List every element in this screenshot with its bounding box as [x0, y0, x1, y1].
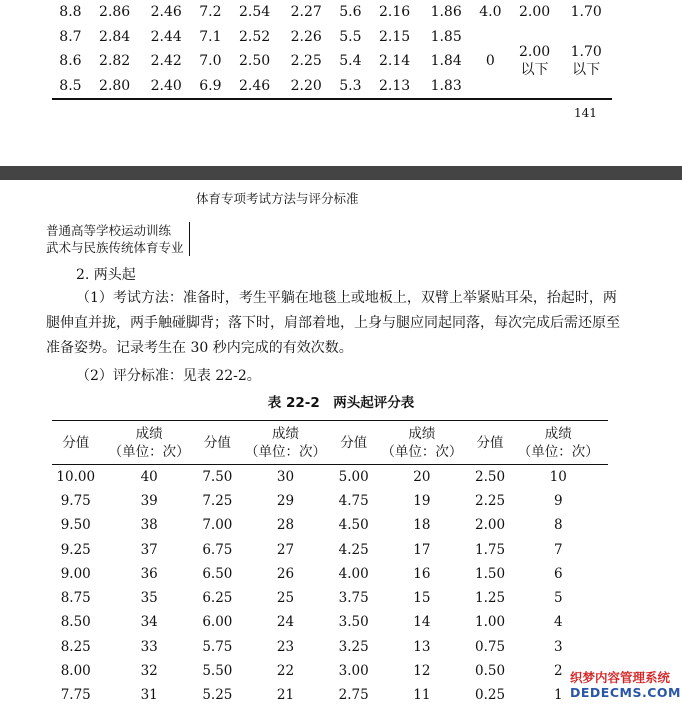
table-cell: 8	[553, 517, 563, 534]
table-cell: 3.25	[338, 638, 369, 655]
page-number: 141	[574, 106, 597, 120]
table-cell: 37	[140, 541, 158, 558]
header-line: （单位：次）	[108, 443, 190, 460]
table-cell: 7.1	[199, 28, 222, 45]
table-cell: 13	[413, 638, 431, 655]
table-row	[52, 610, 608, 634]
table-cell: 3.50	[338, 614, 369, 631]
column-header: 分值	[476, 434, 504, 451]
table-cell: 2.00	[475, 517, 506, 534]
column-header: 分值	[203, 434, 231, 451]
table-row	[52, 537, 608, 561]
table-cell: 11	[413, 687, 431, 704]
previous-page	[0, 0, 682, 166]
table-cell: 30	[276, 468, 295, 485]
table-cell: 1.83	[430, 77, 462, 94]
table-row	[52, 465, 608, 489]
watermark	[566, 668, 682, 706]
table-cell: 26	[276, 565, 295, 582]
table-cell: 36	[140, 565, 158, 582]
table-cell: 1	[553, 687, 563, 704]
table-cell: 28	[276, 517, 295, 534]
table-cell: 2.16	[379, 4, 411, 21]
running-header-line: 普通高等学校运动训练	[46, 223, 172, 238]
column-header: 分值	[62, 434, 90, 451]
column-header	[99, 421, 198, 465]
paragraph-scoring: （2）评分标准：见表 22-2。	[76, 368, 261, 384]
table-cell: 7.0	[199, 53, 222, 70]
watermark-line: 织梦内容管理系统	[570, 670, 671, 685]
running-header-line: 武术与民族传统体育专业	[46, 240, 184, 255]
table-cell: 32	[140, 663, 158, 680]
table-cell: 4.25	[338, 541, 369, 558]
top-score-table	[52, 0, 612, 98]
table-cell: 25	[276, 590, 295, 607]
header-line: 成绩	[408, 425, 436, 442]
table-cell: 6.00	[202, 614, 233, 631]
table-cell: 8.75	[60, 590, 91, 607]
table-cell: 35	[140, 590, 158, 607]
table-cell: 6.25	[202, 590, 233, 607]
table-cell: 2.54	[239, 4, 271, 21]
table-cell: 6.50	[202, 565, 233, 582]
table-row	[52, 683, 608, 706]
column-header	[508, 421, 608, 465]
table-cell: 2.14	[379, 53, 411, 70]
header-line: 成绩	[544, 425, 572, 442]
table-cell: 2.50	[475, 468, 506, 485]
table-cell: 4.50	[338, 517, 369, 534]
table-cell: 2.86	[99, 4, 131, 21]
table-cell: 1.75	[475, 541, 506, 558]
table-cell: 2.46	[150, 4, 182, 21]
table-cell: 1.50	[475, 565, 506, 582]
table-cell: 8.25	[60, 638, 91, 655]
table-cell: 38	[140, 517, 158, 534]
table-cell: 12	[413, 663, 431, 680]
table-cell: 2.46	[239, 77, 271, 94]
table-cell: 5.75	[202, 638, 233, 655]
table-row	[52, 586, 608, 610]
table-cell: 9.75	[60, 492, 91, 509]
table-cell: 6.9	[199, 77, 222, 94]
cell-line: 2.00	[518, 44, 551, 61]
score-table-body	[52, 465, 608, 706]
table-cell: 5.4	[339, 53, 362, 70]
table-cell: 2.15	[379, 28, 411, 45]
merged-cell	[560, 25, 612, 99]
table-cell: 2.82	[99, 53, 131, 70]
table-cell: 2.44	[150, 28, 182, 45]
table-cell: 1.85	[430, 28, 462, 45]
header-line: （单位：次）	[517, 443, 599, 460]
table-cell: 20	[413, 468, 431, 485]
table-row	[52, 25, 612, 50]
column-header	[236, 421, 335, 465]
current-page	[0, 180, 682, 706]
table-cell: 8.8	[59, 4, 82, 21]
table-cell: 3.00	[338, 663, 369, 680]
cell-line: 以下	[572, 62, 601, 79]
table-cell: 7.75	[60, 687, 91, 704]
table-cell: 4.0	[479, 4, 502, 21]
table-cell: 2.26	[290, 28, 322, 45]
table-cell: 14	[413, 614, 431, 631]
table-cell: 10	[549, 468, 567, 485]
table-title: 表 22-2 两头起评分表	[267, 395, 415, 411]
table-cell: 2.75	[338, 687, 369, 704]
running-header-right: 体育专项考试方法与评分标准	[196, 191, 359, 206]
table-cell: 10.00	[56, 468, 96, 485]
table-cell: 17	[413, 541, 431, 558]
header-line: 成绩	[135, 425, 163, 442]
running-header	[46, 222, 190, 256]
table-cell: 5.25	[202, 687, 233, 704]
cell-line: 以下	[520, 62, 549, 79]
table-row	[52, 562, 608, 586]
table-cell: 2.40	[150, 77, 182, 94]
paragraph-test-method: （1）考试方法：准备时，考生平躺在地毯上或地板上，双臂上举紧贴耳朵，抬起时，两腿伸直并拢，两手触碰脚背；落下时，肩部着地，上身与腿应同起同落，每次完成后需还原至准备姿势。记录考生在 30 秒内完成的有效次数。	[46, 290, 620, 356]
table-header-row	[52, 421, 608, 465]
table-cell: 34	[140, 614, 158, 631]
header-line: （单位：次）	[381, 443, 463, 460]
table-cell: 7.2	[199, 4, 222, 21]
table-cell: 7.50	[202, 468, 233, 485]
table-cell: 5.6	[339, 4, 362, 21]
table-cell: 9	[553, 492, 563, 509]
table-cell: 2.20	[290, 77, 322, 94]
table-row	[52, 513, 608, 537]
table-cell: 0.50	[475, 663, 506, 680]
table-cell: 6.75	[202, 541, 233, 558]
table-cell: 9.00	[60, 565, 91, 582]
column-header: 分值	[340, 434, 368, 451]
table-cell: 23	[276, 638, 295, 655]
table-row	[52, 635, 608, 659]
table-cell: 27	[276, 541, 295, 558]
column-header	[372, 421, 471, 465]
table-cell: 8.7	[59, 28, 82, 45]
table-cell: 2.80	[99, 77, 131, 94]
table-cell: 2.00	[518, 4, 551, 21]
table-cell: 5	[553, 590, 563, 607]
table-cell: 1.86	[430, 4, 462, 21]
table-cell: 2.25	[290, 53, 322, 70]
table-cell: 1.70	[570, 4, 602, 21]
table-cell: 8.50	[60, 614, 91, 631]
table-cell: 2.27	[290, 4, 322, 21]
table-cell: 0.25	[475, 687, 506, 704]
table-cell: 18	[413, 517, 431, 534]
score-table	[52, 420, 608, 706]
table-cell: 5.5	[339, 28, 362, 45]
table-cell: 0.75	[475, 638, 506, 655]
table-cell: 2.52	[239, 28, 271, 45]
table-cell: 7.25	[202, 492, 233, 509]
table-cell: 8.5	[59, 77, 82, 94]
section-title: 2. 两头起	[76, 267, 136, 283]
table-cell: 22	[276, 663, 295, 680]
table-row	[52, 489, 608, 513]
table-cell: 19	[413, 492, 431, 509]
merged-cell	[509, 25, 561, 99]
table-cell: 2.13	[379, 77, 411, 94]
running-header-left	[46, 222, 190, 256]
table-cell: 24	[276, 614, 295, 631]
table-row	[52, 0, 612, 25]
table-cell: 7	[553, 541, 563, 558]
table-cell: 31	[140, 687, 158, 704]
table-cell: 29	[276, 492, 295, 509]
page-separator	[0, 166, 682, 180]
table-cell: 21	[276, 687, 295, 704]
table-cell: 8.6	[59, 53, 82, 70]
table-cell: 2.25	[475, 492, 506, 509]
table-cell: 1.00	[475, 614, 506, 631]
table-cell: 2.42	[150, 53, 182, 70]
table-cell: 33	[140, 638, 158, 655]
table-cell: 0	[485, 53, 495, 70]
table-cell: 2.50	[239, 53, 271, 70]
table-cell: 40	[140, 468, 158, 485]
table-cell: 2	[553, 663, 563, 680]
table-cell: 2.84	[99, 28, 131, 45]
table-bottom-rule	[52, 98, 612, 100]
table-cell: 16	[413, 565, 431, 582]
table-cell: 4.00	[338, 565, 369, 582]
table-cell: 6	[553, 565, 563, 582]
table-cell: 15	[413, 590, 431, 607]
table-cell: 5.50	[202, 663, 233, 680]
table-cell: 1.25	[475, 590, 506, 607]
table-cell: 7.00	[202, 517, 233, 534]
header-line: （单位：次）	[245, 443, 327, 460]
cell-line: 1.70	[570, 44, 602, 61]
table-cell: 4	[553, 614, 563, 631]
table-cell: 9.50	[60, 517, 91, 534]
table-row	[52, 659, 608, 683]
table-cell: 9.25	[60, 541, 91, 558]
table-cell: 5.3	[339, 77, 362, 94]
header-line: 成绩	[272, 425, 300, 442]
table-cell: 5.00	[338, 468, 369, 485]
table-cell: 8.00	[60, 663, 91, 680]
table-cell: 39	[140, 492, 158, 509]
table-cell: 1.84	[430, 53, 462, 70]
table-cell: 3.75	[338, 590, 369, 607]
watermark-line: DEDECMS.COM	[570, 685, 681, 700]
table-cell: 4.75	[338, 492, 369, 509]
table-cell: 3	[553, 638, 563, 655]
